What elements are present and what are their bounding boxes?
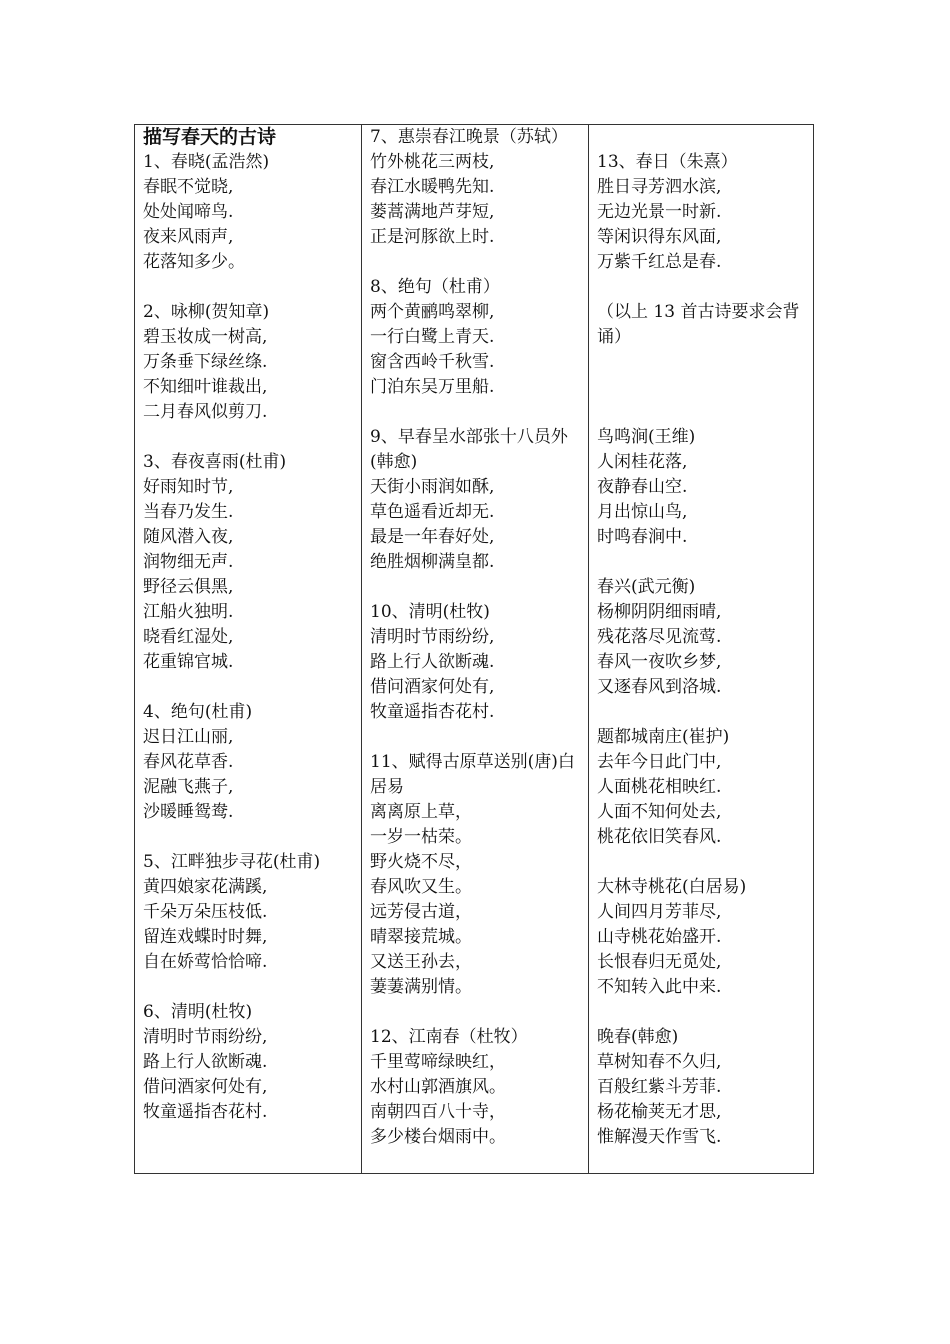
poem-6: [143, 1000, 353, 1125]
spacer: [597, 350, 805, 375]
poem-13: [597, 150, 805, 275]
poem-line: 自在娇莺恰恰啼.: [143, 952, 268, 972]
poem-11: [370, 750, 580, 1000]
poem-line: 碧玉妆成一树高,: [143, 327, 268, 347]
recitation-note: （以上 13 首古诗要求会背诵）: [597, 302, 800, 347]
table-column-3: [589, 125, 813, 1173]
poem-heading: 大林寺桃花(白居易): [597, 877, 747, 897]
poem-line: 百般红紫斗芳菲.: [597, 1077, 722, 1097]
poem-10: [370, 600, 580, 725]
document-title: 描写春天的古诗: [143, 126, 277, 148]
poem-line: 正是河豚欲上时.: [370, 227, 495, 247]
poem-line: 水村山郭酒旗风。: [370, 1077, 506, 1097]
spacer: [597, 550, 805, 575]
poem-line: 牧童遥指杏花村.: [143, 1102, 268, 1122]
poem-line: 远芳侵古道，: [370, 902, 472, 922]
poem-line: 春风一夜吹乡梦,: [597, 652, 722, 672]
poem-line: 路上行人欲断魂.: [143, 1052, 268, 1072]
spacer: [370, 1000, 580, 1025]
poem-line: 离离原上草，: [370, 802, 472, 822]
table-column-2: [362, 125, 589, 1173]
poem-line: 不知转入此中来.: [597, 977, 722, 997]
poem-line: 又逐春风到洛城.: [597, 677, 722, 697]
poem-5: [143, 850, 353, 975]
poem-line: 春眠不觉晓,: [143, 177, 234, 197]
poem-heading: 6、清明(杜牧): [143, 1002, 253, 1022]
poem-12: [370, 1025, 580, 1150]
poem-line: 夜来风雨声,: [143, 227, 234, 247]
poem-line: 野火烧不尽，: [370, 852, 472, 872]
poem-line: 润物细无声.: [143, 552, 234, 572]
spacer: [370, 400, 580, 425]
spacer: [143, 425, 353, 450]
spacer: [597, 125, 805, 150]
poem-line: 蒌蒿满地芦芽短,: [370, 202, 495, 222]
poem-line: 二月春风似剪刀.: [143, 402, 268, 422]
spacer: [597, 1000, 805, 1025]
poem-line: 月出惊山鸟,: [597, 502, 688, 522]
poem-line: 门泊东吴万里船.: [370, 377, 495, 397]
poem-line: 春江水暖鸭先知.: [370, 177, 495, 197]
poem-line: 处处闻啼鸟.: [143, 202, 234, 222]
poem-table: [134, 124, 814, 1174]
poem-line: 千里莺啼绿映红，: [370, 1052, 506, 1072]
extra-poem-5: [597, 1025, 805, 1150]
poem-line: 胜日寻芳泗水滨,: [597, 177, 722, 197]
poem-line: 草色遥看近却无.: [370, 502, 495, 522]
poem-line: 野径云俱黑,: [143, 577, 234, 597]
poem-line: 借问酒家何处有,: [143, 1077, 268, 1097]
extra-poem-4: [597, 875, 805, 1000]
spacer: [143, 825, 353, 850]
poem-heading: 鸟鸣涧(王维): [597, 427, 696, 447]
poem-line: 桃花依旧笑春风.: [597, 827, 722, 847]
extra-poem-3: [597, 725, 805, 850]
poem-1: [143, 150, 353, 275]
poem-line: 无边光景一时新.: [597, 202, 722, 222]
poem-line: 当春乃发生.: [143, 502, 234, 522]
poem-line: 竹外桃花三两枝,: [370, 152, 495, 172]
poem-line: 人闲桂花落,: [597, 452, 688, 472]
poem-line: 清明时节雨纷纷,: [143, 1027, 268, 1047]
poem-7: [370, 125, 580, 250]
poem-8: [370, 275, 580, 400]
poem-line: 最是一年春好处,: [370, 527, 495, 547]
poem-line: 晴翠接荒城。: [370, 927, 472, 947]
poem-heading: 11、赋得古原草送别(唐)白居易: [370, 752, 575, 797]
spacer: [597, 275, 805, 300]
poem-heading: 1、春晓(孟浩然): [143, 152, 270, 172]
poem-heading: 2、咏柳(贺知章): [143, 302, 270, 322]
poem-line: 天街小雨润如酥,: [370, 477, 495, 497]
poem-heading: 9、早春呈水部张十八员外(韩愈): [370, 427, 568, 472]
poem-heading: 8、绝句（杜甫）: [370, 277, 500, 297]
extra-poem-1: [597, 425, 805, 550]
poem-line: 晓看红湿处,: [143, 627, 234, 647]
poem-line: 留连戏蝶时时舞,: [143, 927, 268, 947]
poem-line: 黄四娘家花满蹊,: [143, 877, 268, 897]
poem-line: 不知细叶谁裁出,: [143, 377, 268, 397]
spacer: [143, 975, 353, 1000]
poem-heading: 10、清明(杜牧): [370, 602, 490, 622]
poem-line: 南朝四百八十寺，: [370, 1102, 506, 1122]
poem-line: 借问酒家何处有,: [370, 677, 495, 697]
poem-line: 牧童遥指杏花村.: [370, 702, 495, 722]
poem-line: 惟解漫天作雪飞.: [597, 1127, 722, 1147]
poem-heading: 4、绝句(杜甫): [143, 702, 253, 722]
poem-line: 人面桃花相映红.: [597, 777, 722, 797]
spacer: [370, 250, 580, 275]
poem-line: 一行白鹭上青天.: [370, 327, 495, 347]
table-column-1: [135, 125, 362, 1173]
poem-line: 萋萋满别情。: [370, 977, 472, 997]
poem-line: 夜静春山空.: [597, 477, 688, 497]
poem-heading: 12、江南春（杜牧）: [370, 1027, 528, 1047]
poem-4: [143, 700, 353, 825]
poem-heading: 3、春夜喜雨(杜甫): [143, 452, 287, 472]
poem-line: 又送王孙去，: [370, 952, 472, 972]
poem-line: 好雨知时节,: [143, 477, 234, 497]
poem-2: [143, 300, 353, 425]
poem-line: 沙暖睡鸳鸯.: [143, 802, 234, 822]
spacer: [597, 400, 805, 425]
poem-9: [370, 425, 580, 575]
poem-line: 人面不知何处去,: [597, 802, 722, 822]
poem-line: 花重锦官城.: [143, 652, 234, 672]
poem-line: 草树知春不久归,: [597, 1052, 722, 1072]
poem-line: 江船火独明.: [143, 602, 234, 622]
spacer: [597, 375, 805, 400]
poem-line: 随风潜入夜,: [143, 527, 234, 547]
poem-line: 清明时节雨纷纷,: [370, 627, 495, 647]
poem-line: 绝胜烟柳满皇都.: [370, 552, 495, 572]
poem-line: 一岁一枯荣。: [370, 827, 472, 847]
poem-line: 杨柳阴阴细雨晴,: [597, 602, 722, 622]
poem-line: 泥融飞燕子,: [143, 777, 234, 797]
spacer: [597, 850, 805, 875]
poem-line: 等闲识得东风面,: [597, 227, 722, 247]
poem-line: 长恨春归无觅处,: [597, 952, 722, 972]
poem-heading: 13、春日（朱熹）: [597, 152, 738, 172]
poem-line: 多少楼台烟雨中。: [370, 1127, 506, 1147]
poem-heading: 题都城南庄(崔护): [597, 727, 730, 747]
poem-line: 去年今日此门中,: [597, 752, 722, 772]
spacer: [370, 725, 580, 750]
poem-line: 春风花草香.: [143, 752, 234, 772]
poem-line: 两个黄鹂鸣翠柳,: [370, 302, 495, 322]
spacer: [143, 675, 353, 700]
poem-line: 春风吹又生。: [370, 877, 472, 897]
poem-line: 花落知多少。: [143, 252, 245, 272]
poem-heading: 春兴(武元衡): [597, 577, 696, 597]
poem-line: 千朵万朵压枝低.: [143, 902, 268, 922]
poem-line: 时鸣春涧中.: [597, 527, 688, 547]
poem-line: 山寺桃花始盛开.: [597, 927, 722, 947]
spacer: [370, 575, 580, 600]
poem-line: 窗含西岭千秋雪.: [370, 352, 495, 372]
poem-line: 路上行人欲断魂.: [370, 652, 495, 672]
poem-line: 万紫千红总是春.: [597, 252, 722, 272]
extra-poem-2: [597, 575, 805, 700]
poem-3: [143, 450, 353, 675]
poem-line: 迟日江山丽,: [143, 727, 234, 747]
poem-heading: 5、江畔独步寻花(杜甫): [143, 852, 321, 872]
poem-line: 杨花榆荚无才思,: [597, 1102, 722, 1122]
spacer: [597, 700, 805, 725]
poem-heading: 7、惠崇春江晚景（苏轼）: [370, 127, 568, 147]
poem-line: 残花落尽见流莺.: [597, 627, 722, 647]
poem-line: 万条垂下绿丝绦.: [143, 352, 268, 372]
spacer: [143, 275, 353, 300]
poem-heading: 晚春(韩愈): [597, 1027, 679, 1047]
poem-line: 人间四月芳菲尽,: [597, 902, 722, 922]
